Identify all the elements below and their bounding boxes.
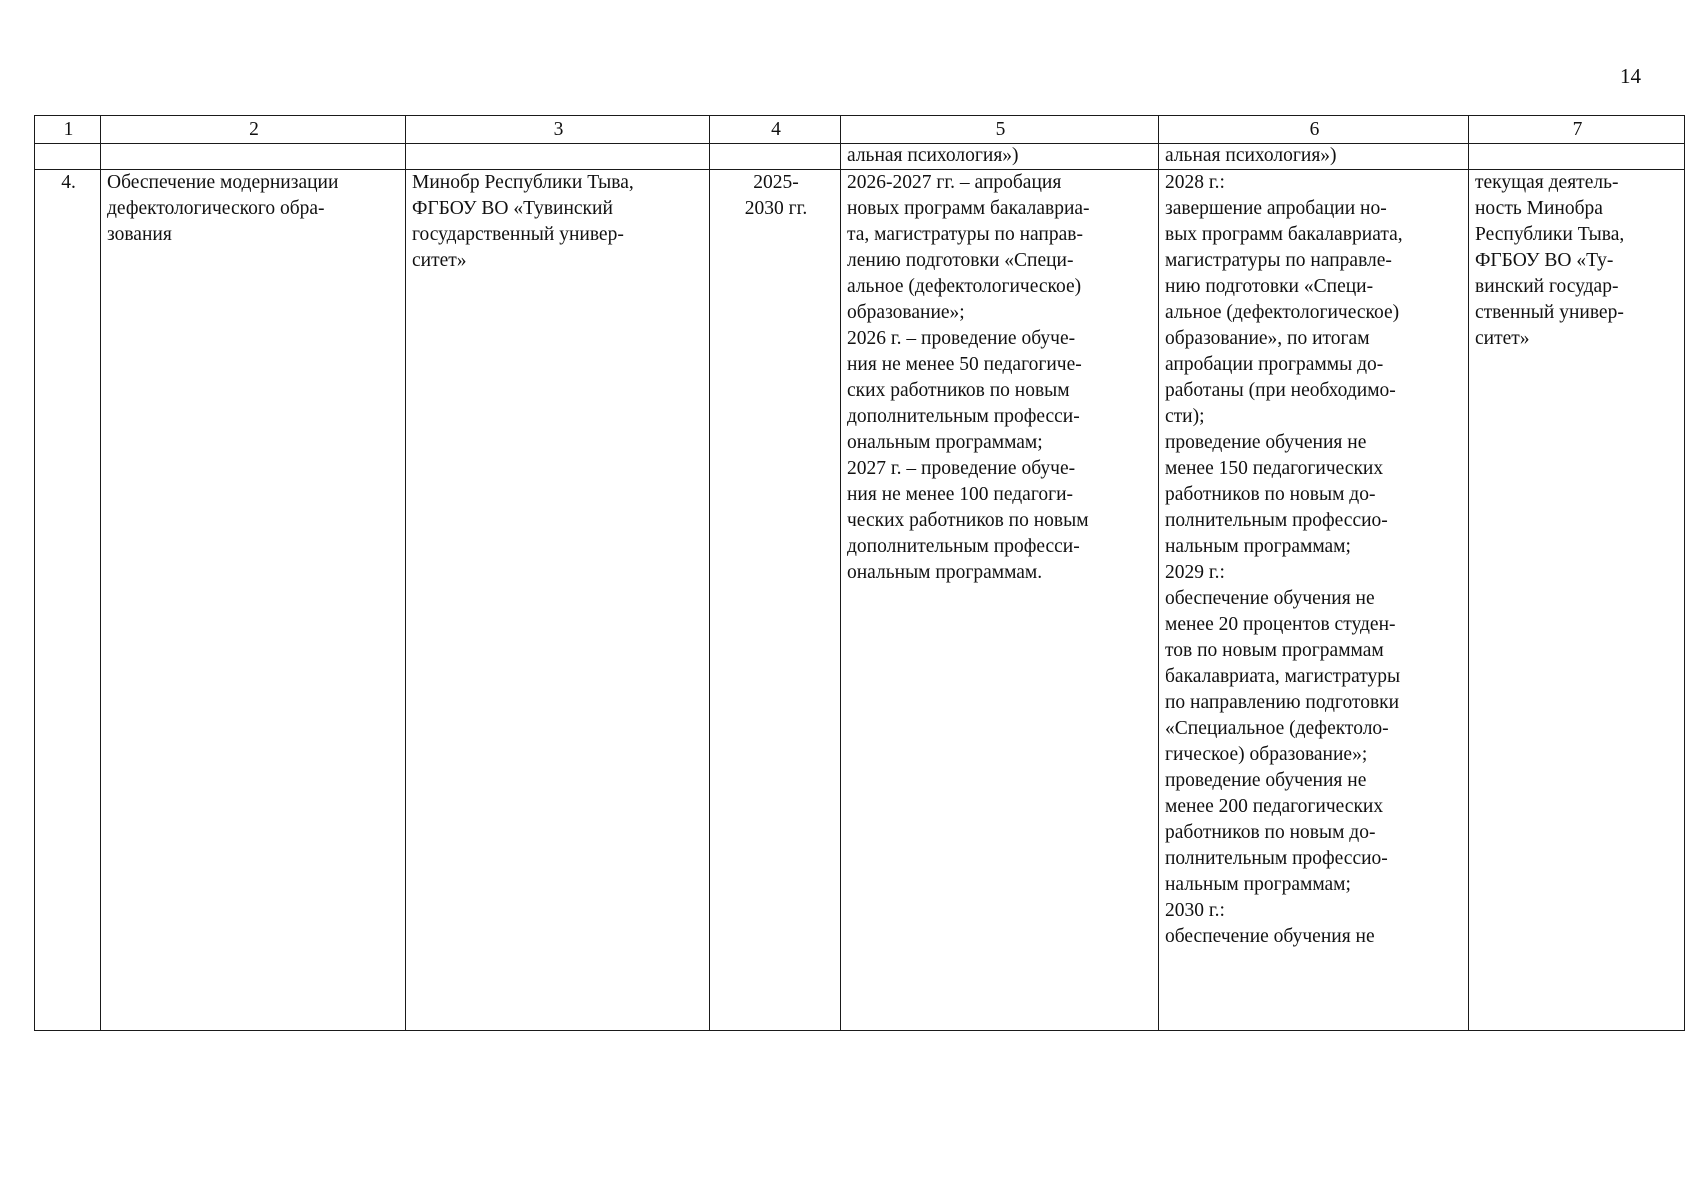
cell-text-line: Минобр Республики Тыва, [412,172,634,193]
cell-text-line: та, магистратуры по направ- [847,224,1083,245]
cell-text-line: ственный универ- [1475,302,1624,323]
cell-text-line: ность Минобра [1475,198,1603,219]
cell-text-line: лению подготовки «Специ- [847,250,1074,271]
cell-text-line: образование», по итогам [1165,328,1370,349]
responsible-cell [406,170,710,1031]
column-number: 1 [35,116,101,144]
table-row [35,170,1685,1031]
cell-text-line: 2026-2027 гг. – апробация [847,172,1062,193]
cell-text-line: 2029 г.: [1165,562,1225,583]
column-number: 2 [101,116,406,144]
cell-text-line: дополнительным професси- [847,406,1080,427]
cell-text-line: обеспечение обучения не [1165,926,1375,947]
cell-text-line: дополнительным професси- [847,536,1080,557]
cell-text-line: альное (дефектологическое) [847,276,1082,297]
cell-text-line: текущая деятель- [1475,172,1619,193]
empty-cell [101,144,406,170]
cell-text-line: гическое) образование»; [1165,744,1368,765]
cell-text-line: Республики Тыва, [1475,224,1625,245]
row-number: 4. [61,172,76,193]
cell-text-line: нальным программам; [1165,874,1351,895]
cell-text-line: менее 20 процентов студен- [1165,614,1396,635]
cell-text-line: ситет» [412,250,467,271]
cell-text-line: бакалавриата, магистратуры [1165,666,1401,687]
cell-text-line: ния не менее 50 педагогиче- [847,354,1082,375]
column-number: 5 [841,116,1159,144]
cell-text-line: ональным программам. [847,562,1043,583]
cell-text-line: сти); [1165,406,1205,427]
empty-cell [710,144,841,170]
column-number: 4 [710,116,841,144]
column-number: 7 [1469,116,1685,144]
cell-text-line: винский государ- [1475,276,1619,297]
cell-text-line: нальным программам; [1165,536,1351,557]
column-number-row [35,116,1685,144]
cell-text-line: проведение обучения не [1165,432,1367,453]
cell-text-line: по направлению подготовки [1165,692,1400,713]
measure-cell [101,170,406,1031]
cell-text-line: ских работников по новым [847,380,1070,401]
cell-text-line: 2027 г. – проведение обуче- [847,458,1076,479]
document-table [34,115,1685,1031]
cell-text-line: проведение обучения не [1165,770,1367,791]
cell-text-line: тов по новым программам [1165,640,1384,661]
row-number-cell [35,170,101,1031]
cell-text-line: полнительным профессио- [1165,510,1388,531]
cell-text-line: работников по новым до- [1165,484,1376,505]
cell-text-line: зования [107,224,172,245]
results-2026-2027-cell [841,170,1159,1031]
continuation-row [35,144,1685,170]
continuation-cell-col5: альная психология») [841,144,1159,170]
cell-text-line: вых программ бакалавриата, [1165,224,1403,245]
cell-text-line: государственный универ- [412,224,624,245]
period-cell [710,170,841,1031]
continuation-cell-col6: альная психология») [1159,144,1469,170]
cell-text-line: 2025- [753,172,799,193]
empty-cell [406,144,710,170]
cell-text-line: образование»; [847,302,965,323]
cell-text-line: магистратуры по направле- [1165,250,1392,271]
page-number: 14 [1620,64,1641,88]
cell-text-line: ФГБОУ ВО «Ту- [1475,250,1614,271]
cell-text-line: работаны (при необходимо- [1165,380,1396,401]
financing-source-cell [1469,170,1685,1031]
cell-text-line: 2028 г.: [1165,172,1225,193]
cell-text-line: полнительным профессио- [1165,848,1388,869]
cell-text-line: менее 200 педагогических [1165,796,1384,817]
cell-text-line: работников по новым до- [1165,822,1376,843]
cell-text-line: ональным программам; [847,432,1043,453]
cell-text-line: ситет» [1475,328,1530,349]
cell-text-line: Обеспечение модернизации [107,172,339,193]
cell-text-line: ния не менее 100 педагоги- [847,484,1074,505]
cell-text-line: нию подготовки «Специ- [1165,276,1374,297]
cell-text-line: ФГБОУ ВО «Тувинский [412,198,613,219]
cell-text-line: завершение апробации но- [1165,198,1387,219]
results-2028-2030-cell [1159,170,1469,1031]
column-number: 6 [1159,116,1469,144]
cell-text-line: 2030 г.: [1165,900,1225,921]
cell-text-line: альное (дефектологическое) [1165,302,1400,323]
cell-text-line: новых программ бакалавриа- [847,198,1090,219]
empty-cell [35,144,101,170]
cell-text-line: апробации программы до- [1165,354,1384,375]
cell-text-line: 2026 г. – проведение обуче- [847,328,1076,349]
cell-text-line: «Специальное (дефектоло- [1165,718,1389,739]
cell-text-line: менее 150 педагогических [1165,458,1384,479]
empty-cell [1469,144,1685,170]
cell-text-line: дефектологического обра- [107,198,325,219]
column-number: 3 [406,116,710,144]
cell-text-line: 2030 гг. [744,198,808,219]
cell-text-line: обеспечение обучения не [1165,588,1375,609]
cell-text-line: ческих работников по новым [847,510,1089,531]
